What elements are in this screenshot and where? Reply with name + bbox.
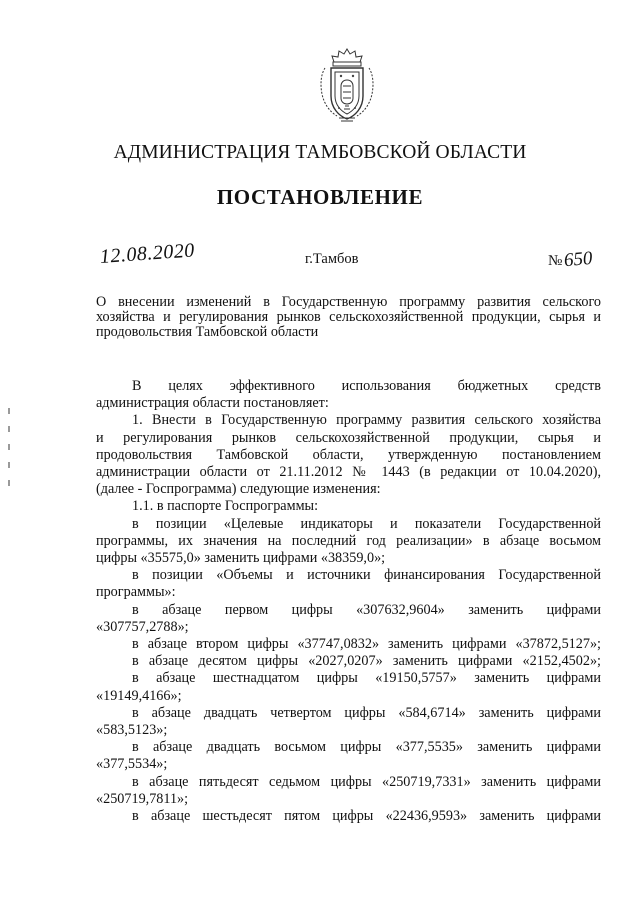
body-line: в абзаце двадцать четвертом цифры «584,6714» заменить цифрами <box>132 704 601 721</box>
tambov-coat-of-arms-emblem <box>317 46 377 124</box>
body-line: администрация области постановляет: <box>96 395 329 412</box>
body-line: в абзаце двадцать восьмом цифры «377,5535» заменить цифрами <box>132 739 601 756</box>
body-line: «377,5534»; <box>96 756 168 773</box>
body-line: в абзаце шестнадцатом цифры «19150,5757» заменить цифрами <box>132 670 601 687</box>
document-number <box>548 249 593 271</box>
body-line: в абзаце десятом цифры «2027,0207» заменить цифрами «2152,4502»; <box>132 653 601 670</box>
scan-margin-mark <box>8 426 10 432</box>
city-name: г.Тамбов <box>305 251 359 267</box>
body-line: в позиции «Целевые индикаторы и показатели Государственной <box>132 515 601 532</box>
body-line: продовольствия Тамбовской области, утвержденную постановлением <box>96 446 601 463</box>
body-line: в абзаце втором цифры «37747,0832» заменить цифрами «37872,5127»; <box>132 636 601 653</box>
body-line: администрации области от 21.11.2012 № 1443 (в редакции от 10.04.2020), <box>96 464 601 481</box>
scan-margin-mark <box>8 462 10 468</box>
body-line: в позиции «Объемы и источники финансирования Государственной <box>132 567 601 584</box>
handwritten-number: 650 <box>563 247 594 272</box>
body-line: 1.1. в паспорте Госпрограммы: <box>132 498 319 515</box>
body-line: 1. Внести в Государственную программу развития сельского хозяйства <box>132 412 601 429</box>
body-line: программы, их значения на последний год реализации» в абзаце восьмом <box>96 532 601 549</box>
scan-margin-mark <box>8 444 10 450</box>
body-line: «583,5123»; <box>96 722 168 739</box>
document-type-title: ПОСТАНОВЛЕНИЕ <box>216 185 424 209</box>
number-sign: № <box>548 253 563 269</box>
handwritten-date: 12.08.2020 <box>99 239 196 268</box>
body-line: «307757,2788»; <box>96 618 189 635</box>
scan-margin-mark <box>8 408 10 414</box>
scan-margin-mark <box>8 480 10 486</box>
body-line: В целях эффективного использования бюджетных средств <box>132 378 601 394</box>
body-line: программы»: <box>96 584 176 601</box>
body-line: «250719,7811»; <box>96 790 189 807</box>
body-line: цифры «35575,0» заменить цифрами «38359,0»; <box>96 550 386 567</box>
body-line: и регулирования рынков сельскохозяйственной продукции, сырья и <box>96 429 601 446</box>
body-line: в абзаце шестьдесят пятом цифры «22436,9593» заменить цифрами <box>132 808 601 825</box>
body-line: (далее - Госпрограмма) следующие изменения: <box>96 481 381 498</box>
body-line: в абзаце пятьдесят седьмом цифры «250719,7331» заменить цифрами <box>132 773 601 790</box>
document-body <box>96 378 601 825</box>
document-subject: О внесении изменений в Государственную программу развития сельского хозяйства и регулирования рынков сельскохозяйственной продукции, сырья и продовольствия Тамбовской области <box>96 294 601 340</box>
organization-name: АДМИНИСТРАЦИЯ ТАМБОВСКОЙ ОБЛАСТИ <box>113 142 527 163</box>
body-line: в абзаце первом цифры «307632,9604» заменить цифрами <box>132 601 601 618</box>
body-line: «19149,4166»; <box>96 687 182 704</box>
